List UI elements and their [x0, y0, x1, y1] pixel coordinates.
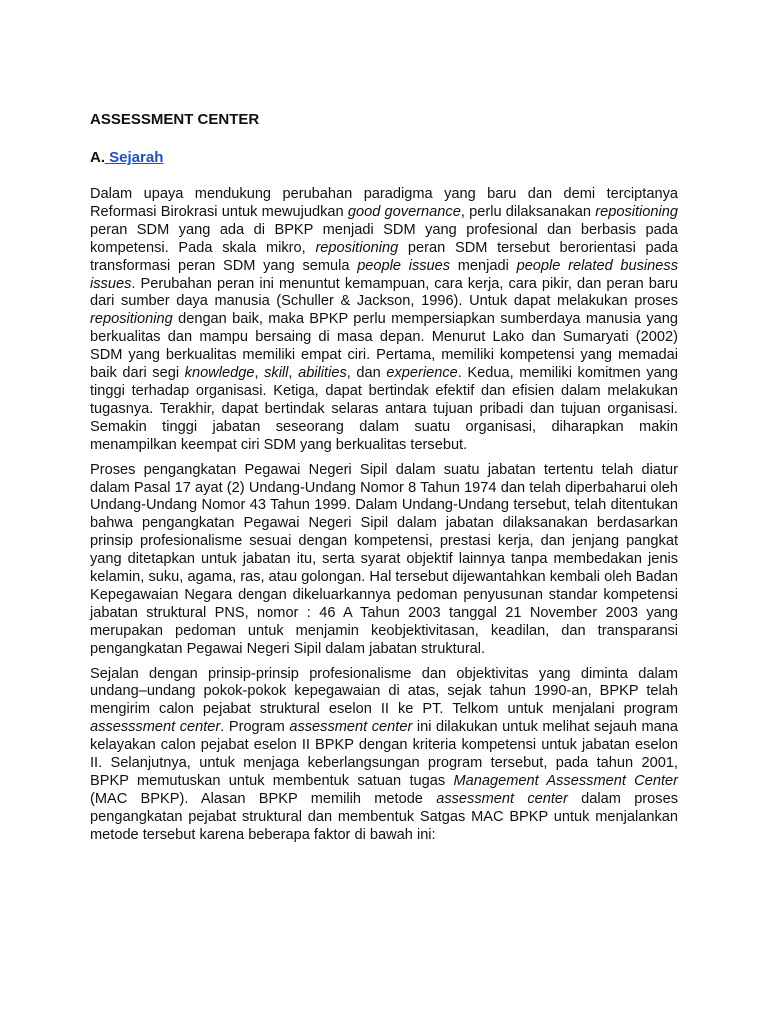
paragraph: Sejalan dengan prinsip-prinsip profesionalisme dan objektivitas yang diminta dalam undang–undang pokok-pokok kepegawaian di atas, sejak tahun 1990-an, BPKP telah mengirim calon pejabat struktural eselon II ke PT. Telkom untuk menjalani program assesssment center. Program assessment center ini dilakukan untuk melihat sejauh mana kelayakan calon pejabat eselon II BPKP dengan kriteria kompetensi untuk jabatan eselon II. Selanjutnya, untuk menjaga keberlangsungan program tersebut, pada tahun 2001, BPKP memutuskan untuk membentuk satuan tugas Management Assessment Center (MAC BPKP). Alasan BPKP memilih metode assessment center dalam proses pengangkatan pejabat struktural dan membentuk Satgas MAC BPKP untuk menjalankan metode tersebut karena beberapa faktor di bawah ini:	[90, 665, 679, 843]
section-prefix: A.	[90, 149, 105, 166]
document-body	[90, 110, 678, 852]
italic-term: abilities	[298, 365, 347, 382]
italic-term: good governance	[347, 203, 461, 220]
italic-term: assesssment center	[90, 719, 221, 736]
italic-term: people related business issues	[90, 257, 679, 292]
italic-term: assessment center	[436, 790, 568, 807]
section-link-sejarah[interactable]: Sejarah	[105, 149, 164, 166]
italic-term: experience	[386, 365, 458, 382]
italic-term: knowledge	[184, 365, 255, 382]
section-heading	[90, 148, 678, 168]
italic-term: people issues	[357, 257, 451, 274]
document-title: ASSESSMENT CENTER	[90, 111, 260, 128]
italic-term: Management Assessment Center	[453, 773, 678, 789]
italic-term: assessment center	[289, 719, 413, 736]
italic-term: repositioning	[90, 311, 173, 328]
paragraph: Dalam upaya mendukung perubahan paradigma yang baru dan demi terciptanya Reformasi Birokrasi untuk mewujudkan good governance, perlu dilaksanakan repositioning peran SDM yang ada di BPKP menjadi SDM yang profesional dan berbasis pada kompetensi. Pada skala mikro, repositioning peran SDM tersebut berorientasi pada transformasi peran SDM yang semula people issues menjadi people related business issues. Perubahan peran ini menuntut kemampuan, cara kerja, cara pikir, dan peran baru dari sumber daya manusia (Schuller & Jackson, 1996). Untuk dapat melakukan proses repositioning dengan baik, maka BPKP perlu mempersiapkan sumberdaya manusia yang berkualitas dan mampu bersaing di masa depan. Menurut Lako dan Sumaryati (2002) SDM yang berkualitas memiliki empat ciri. Pertama, memiliki kompetensi yang memadai baik dari segi knowledge, skill, abilities, dan experience. Kedua, memiliki komitmen yang tinggi terhadap organisasi. Ketiga, dapat bertindak efektif dan efisien dalam melakukan tugasnya. Terakhir, dapat bertindak selaras antara tujuan pribadi dan tujuan organisasi. Semakin tinggi jabatan seseorang dalam suatu organisasi, diharapkan makin menampilkan keempat ciri SDM yang berkualitas tersebut.	[90, 186, 679, 453]
paragraph: Proses pengangkatan Pegawai Negeri Sipil dalam suatu jabatan tertentu telah diatur dalam Pasal 17 ayat (2) Undang-Undang Nomor 8 Tahun 1974 dan telah diperbaharui oleh Undang-Undang Nomor 43 Tahun 1999. Dalam Undang-Undang tersebut, telah ditentukan bahwa pengangkatan Pegawai Negeri Sipil dalam jabatan dilaksanakan berdasarkan prinsip profesionalisme sesuai dengan kompetensi, prestasi kerja, dan jenjang pangkat yang ditetapkan untuk jabatan itu, serta syarat objektif lainnya tanpa membedakan jenis kelamin, suku, agama, ras, atau golongan. Hal tersebut dijewantahkan kembali oleh Badan Kepegawaian Negara dengan dikeluarkannya pedoman penyusunan standar kompetensi jabatan struktural PNS, nomor : 46 A Tahun 2003 tanggal 21 November 2003 yang merupakan pedoman untuk menjamin keobjektivitasan, keadilan, dan transparansi pengangkatan Pegawai Negeri Sipil dalam jabatan struktural.	[90, 461, 678, 657]
italic-term: repositioning	[315, 239, 399, 256]
italic-term: skill	[264, 365, 289, 382]
italic-term: repositioning	[595, 203, 678, 220]
